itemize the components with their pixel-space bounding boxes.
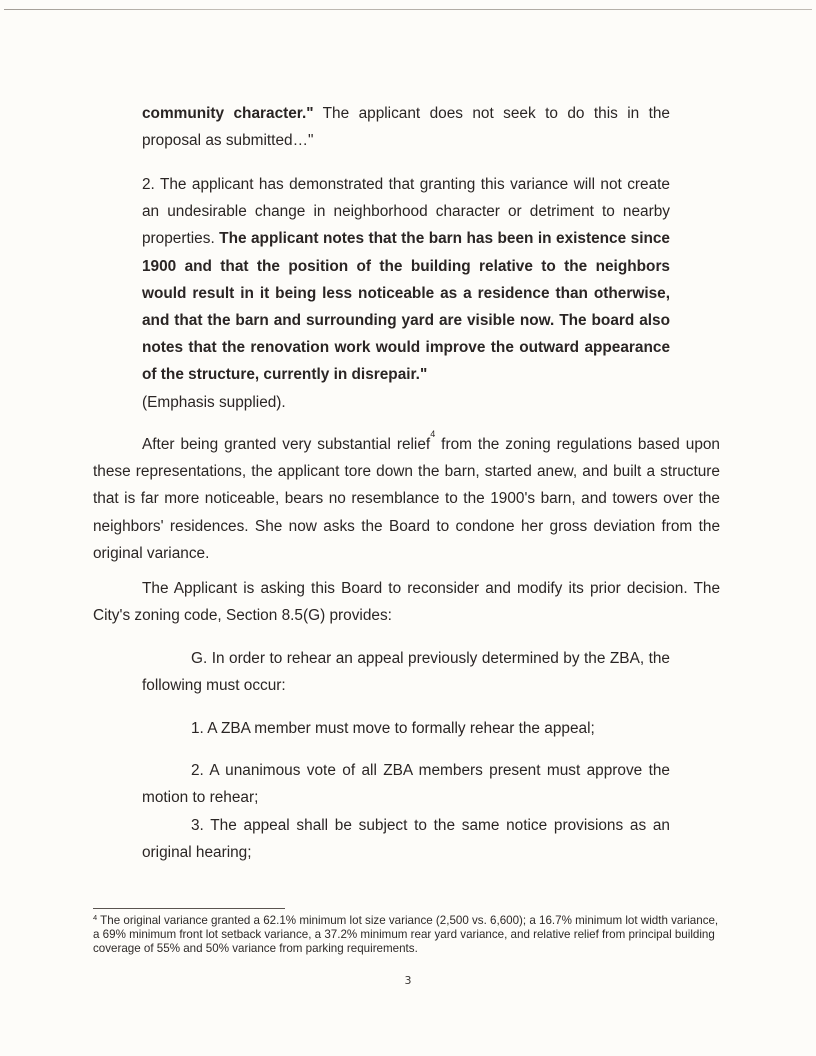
quote-bold-lead: community character." (142, 105, 314, 122)
footnote-number: 4 (93, 913, 98, 922)
paragraph-reconsider: The Applicant is asking this Board to reconsider and modify its prior decision. The City's zoning code, Section 8.5(G) provides: (93, 580, 720, 625)
paragraph-relief-start: After being granted very substantial relief (142, 436, 431, 453)
quote-item-2 (142, 171, 670, 416)
page-number: 3 (404, 974, 412, 987)
paragraph-relief-end: from the zoning regulations based upon these representations, the applicant tore down the barn, started anew, and built a structure that is far more noticeable, bears no resemblance to the 1900's barn, and towers over the neighbors' residences. She now asks the Board to condone her gross deviation from the original variance. (93, 436, 720, 562)
scan-edge-line (4, 9, 812, 10)
emphasis-supplied-note: (Emphasis supplied). (142, 393, 286, 411)
quote-rest: The applicant does not seek to do this in the proposal as submitted…" (142, 105, 670, 150)
paragraph-relief (93, 431, 720, 567)
code-section-item-1: 1. A ZBA member must move to formally rehear the appeal; (191, 720, 595, 737)
footnote-4 (93, 914, 720, 957)
footnote-text: The original variance granted a 62.1% minimum lot size variance (2,500 vs. 6,600); a 16.7% minimum lot width variance, a 69% minimum front lot setback variance, a 37.2% minimum rear yard variance, and relative relief from principal building coverage of 55% and 50% variance from parking requirements. (93, 914, 719, 956)
code-section-item-2: 2. A unanimous vote of all ZBA members present must approve the motion to rehear; (142, 762, 670, 807)
code-section-item-3: 3. The appeal shall be subject to the same notice provisions as an original hearing; (142, 817, 670, 862)
quote-item-2-plain: 2. The applicant has demonstrated that granting this variance will not create an undesirable change in neighborhood character or detriment to nearby properties. (142, 176, 670, 248)
footnote-separator (93, 908, 285, 909)
code-section-intro: G. In order to rehear an appeal previously determined by the ZBA, the following must occur: (142, 650, 670, 695)
quote-item-2-emphasis: The applicant notes that the barn has been in existence since 1900 and that the position of the building relative to the neighbors would result in it being less noticeable as a residence than otherwise, and that the barn and surrounding yard are visible now. The board also notes that the renovation work would improve the outward appearance of the structure, currently in disrepair." (142, 230, 670, 384)
footnote-reference[interactable]: 4 (430, 429, 436, 439)
quote-continuation (142, 100, 670, 154)
